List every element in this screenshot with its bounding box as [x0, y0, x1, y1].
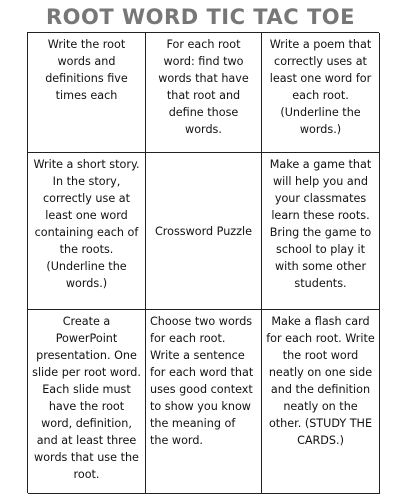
board-cell — [146, 33, 262, 153]
board-cell — [262, 153, 380, 310]
cell-text: Write the root words and definitions five times each — [45, 38, 128, 102]
board-cell — [28, 153, 146, 310]
cell-text: Make a flash card for each root. Write the root word neatly on one side and the definition neatly on the other. (STUDY THE CARDS.) — [266, 315, 375, 447]
board-cell — [28, 33, 146, 153]
cell-text: Choose two words for each root. Write a sentence for each word that uses good context to show you know the meaning of the word. — [150, 315, 254, 447]
cell-text: Make a game that will help you and your classmates learn these roots. Bring the game to school to play it with some other students. — [269, 158, 372, 290]
cell-text: Write a poem that correctly uses at least one word for each root. (Underline the words.) — [269, 38, 372, 136]
cell-text: Crossword Puzzle — [154, 224, 253, 238]
board-cell — [262, 33, 380, 153]
board-cell — [28, 310, 146, 494]
board-cell — [146, 310, 262, 494]
board-cell — [262, 310, 380, 494]
cell-text: Write a short story. In the story, correctly use at least one word containing each of the roots. (Underline the words.) — [33, 158, 140, 290]
cell-text: For each root word: find two words that have that root and define those words. — [158, 38, 249, 136]
cell-text: Create a PowerPoint presentation. One slide per root word. Each slide must have the root word, definition, and at least three words that use the root. — [32, 315, 141, 481]
tic-tac-toe-board — [27, 32, 379, 493]
board-cell-center — [146, 153, 262, 310]
page-title: ROOT WORD TIC TAC TOE — [46, 5, 355, 29]
